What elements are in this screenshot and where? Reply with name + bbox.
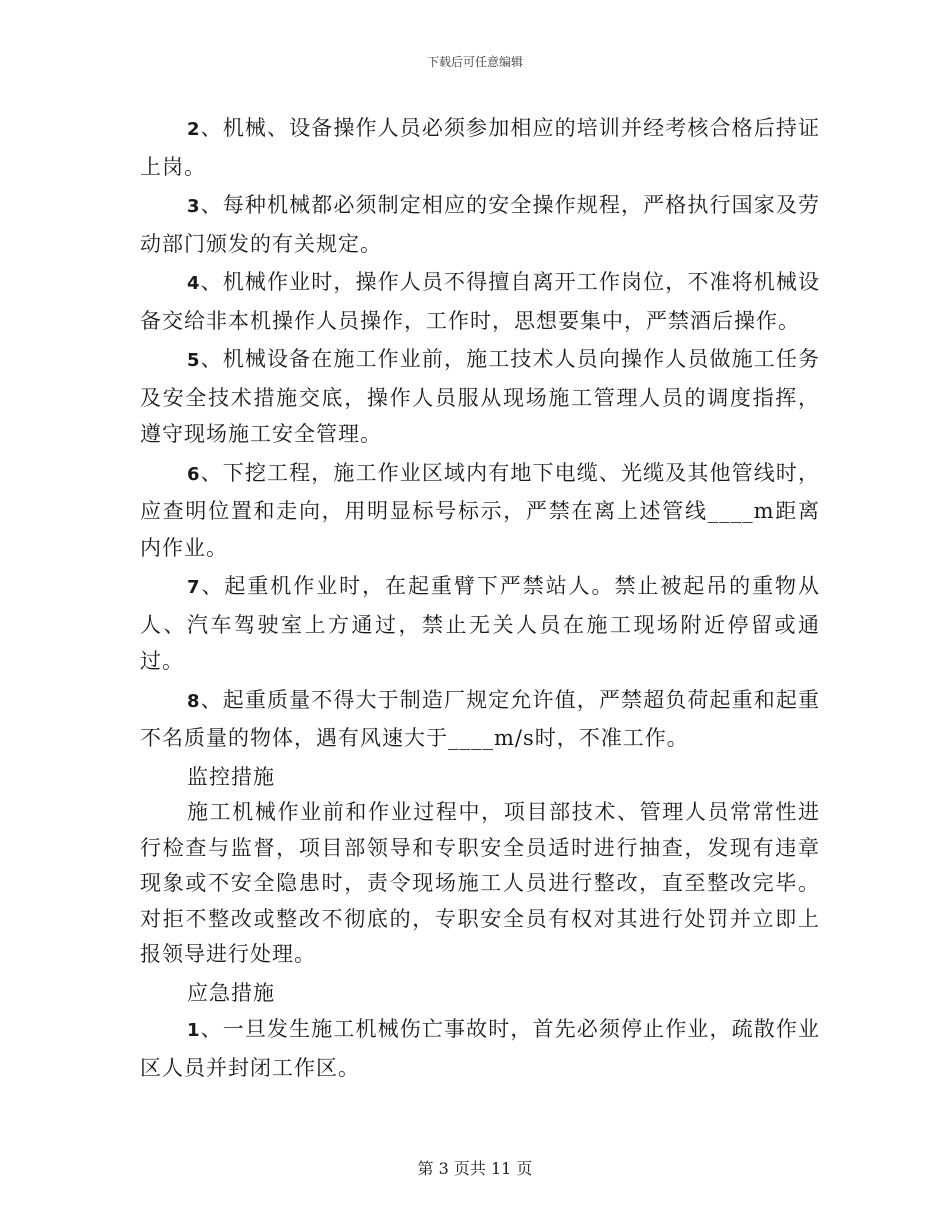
clause-number: 5 [187, 350, 201, 371]
clause-5 [140, 341, 820, 453]
clause-number: 3 [187, 196, 201, 217]
clause-number: 1 [187, 1020, 201, 1041]
document-body [140, 110, 820, 1088]
page-header: 下载后可任意编辑 [426, 55, 523, 69]
clause-text: 、机械作业时，操作人员不得擅自离开工作岗位，不准将机械设备交给非本机操作人员操作，工作时，思想要集中，严禁酒后操作。 [140, 270, 820, 333]
clause-6 [140, 455, 820, 567]
clause-text: 、起重质量不得大于制造厂规定允许值，严禁超负荷起重和起重不名质量的物体，遇有风速大于____m/s时，不准工作。 [140, 687, 820, 750]
clause-3 [140, 187, 820, 262]
clause-8 [140, 682, 820, 757]
clause-text: 、起重机作业时，在起重臂下严禁站人。禁止被起吊的重物从人、汽车驾驶室上方通过，禁止无关人员在施工现场附近停留或通过。 [140, 574, 820, 673]
page-footer: 第 3 页共 11 页 [417, 1159, 533, 1178]
clause-number: 6 [187, 463, 201, 485]
clause-text: 、每种机械都必须制定相应的安全操作规程，严格执行国家及劳动部门颁发的有关规定。 [140, 193, 820, 256]
clause-2 [140, 110, 820, 185]
clause-text: 、机械设备在施工作业前，施工技术人员向操作人员做施工任务及安全技术措施交底，操作人员服从现场施工管理人员的调度指挥，遵守现场施工安全管理。 [140, 347, 820, 446]
clause-text: 、下挖工程，施工作业区域内有地下电缆、光缆及其他管线时，应查明位置和走向，用明显标号标示，严禁在离上述管线____m距离内作业。 [140, 460, 820, 560]
clause-number: 2 [187, 119, 201, 140]
monitoring-body: 施工机械作业前和作业过程中，项目部技术、管理人员常常性进行检查与监督，项目部领导和专职安全员适时进行抽查，发现有违章现象或不安全隐患时，责令现场施工人员进行整改，直至整改完毕。对拒不整改或整改不彻底的，专职安全员有权对其进行处罚并立即上报领导进行处理。 [140, 800, 820, 966]
clause-number: 7 [187, 577, 201, 598]
clause-text: 、机械、设备操作人员必须参加相应的培训并经考核合格后持证上岗。 [140, 116, 820, 179]
section-heading-emergency: 应急措施 [187, 980, 275, 1005]
clause-number: 4 [187, 273, 201, 294]
clause-7 [140, 568, 820, 680]
clause-text: 、一旦发生施工机械伤亡事故时，首先必须停止作业，疏散作业区人员并封闭工作区。 [140, 1017, 820, 1080]
clause-4 [140, 264, 820, 339]
clause-number: 8 [187, 690, 201, 712]
emergency-clause-1 [140, 1011, 820, 1086]
section-heading-monitoring: 监控措施 [187, 764, 275, 789]
